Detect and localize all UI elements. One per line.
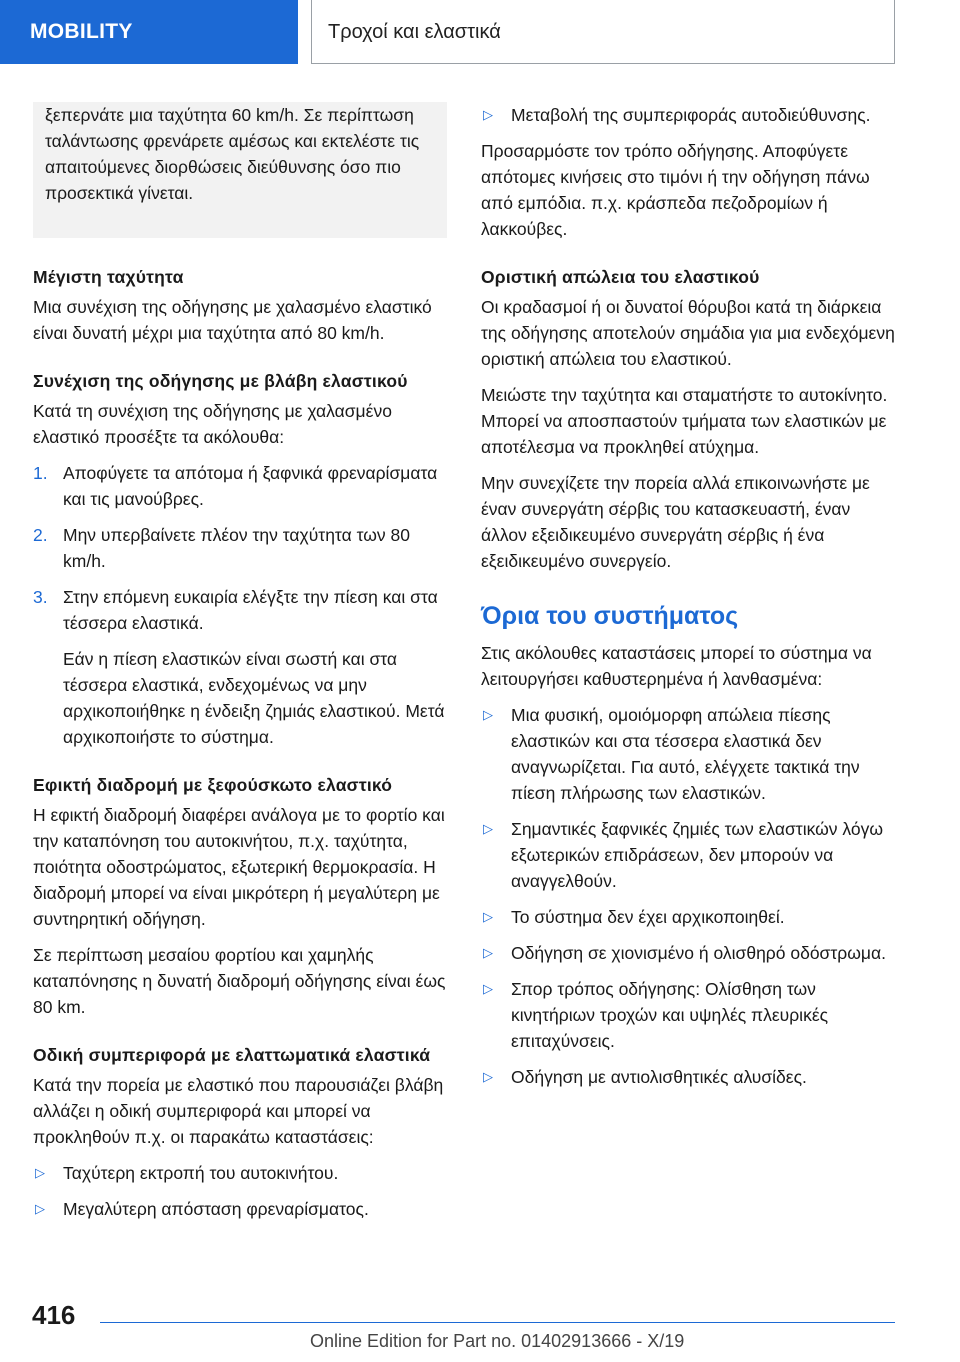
list-item: [33, 1196, 447, 1222]
triangle-bullet-icon: ▷: [35, 1165, 45, 1180]
bullet-text: Μια φυσική, ομοιόμορφη απώλεια πίεσης ελαστικών και στα τέσσερα ελαστικά δεν αναγνωρίζεται. Για αυτό, ελέγχετε τακτικά την πίεση πλήρωσης των ελαστικών.: [511, 705, 860, 803]
step-3-extra-text: Εάν η πίεση ελαστικών είναι σωστή και στα τέσσερα ελαστικά, ενδεχομένως να μην αρχικοποιήθηκε η ένδειξη ζημιάς ελαστικού. Μετά αρχικοποιήστε το σύστημα.: [63, 649, 445, 747]
right-column: [481, 102, 895, 1100]
list-item: [481, 102, 895, 128]
list-item: [481, 1064, 895, 1090]
text-range-1: Η εφικτή διαδρομή διαφέρει ανάλογα με το φορτίο και την καταπόνηση του αυτοκινήτου, π.χ. ταχύτητα, ποιότητα οδοστρώματος, εξωτερική θερμοκρασία. Η διαδρομή μπορεί να είναι μικρότερη ή μεγαλύτερη με συντηρητική οδήγηση.: [33, 805, 445, 929]
step-number: 2.: [33, 525, 48, 545]
text-max-speed: Μια συνέχιση της οδήγησης με χαλασμένο ελαστικό είναι δυνατή μέχρι μια ταχύτητα από 80 km/h.: [33, 297, 432, 343]
list-item: [33, 584, 447, 636]
bullet-text: Οδήγηση με αντιολισθητικές αλυσίδες.: [511, 1067, 807, 1087]
text-limits-intro: Στις ακόλουθες καταστάσεις μπορεί το σύστημα να λειτουργήσει καθυστερημένα ή λανθασμένα:: [481, 643, 872, 689]
step-text: Μην υπερβαίνετε πλέον την ταχύτητα των 80 km/h.: [63, 525, 410, 571]
text-final-1: Οι κραδασμοί ή οι δυνατοί θόρυβοι κατά τη διάρκεια της οδήγησης αποτελούν σημάδια για μια ενδεχόμενη οριστική απώλεια του ελαστικού.: [481, 297, 895, 369]
triangle-bullet-icon: ▷: [35, 1201, 45, 1216]
bullet-text: Σπορ τρόπος οδήγησης: Ολίσθηση των κινητήριων τροχών και υψηλές πλευρικές επιταχύνσεις.: [511, 979, 829, 1051]
heading-system-limits: Όρια του συστήματος: [481, 602, 739, 630]
section-driving-behavior: [33, 1042, 447, 1222]
triangle-bullet-icon: ▷: [483, 107, 493, 122]
heading-driving-behavior: Οδική συμπεριφορά με ελαττωματικά ελαστικά: [33, 1045, 431, 1065]
step-number: 1.: [33, 463, 48, 483]
triangle-bullet-icon: ▷: [483, 909, 493, 924]
bullet-text: Οδήγηση σε χιονισμένο ή ολισθηρό οδόστρωμα.: [511, 943, 886, 963]
page-header: [0, 0, 960, 66]
triangle-bullet-icon: ▷: [483, 707, 493, 722]
section-max-speed: [33, 264, 447, 346]
heading-range: Εφικτή διαδρομή με ξεφούσκωτο ελαστικό: [33, 775, 393, 795]
list-item: [481, 904, 895, 930]
heading-continue-driving: Συνέχιση της οδήγησης με βλάβη ελαστικού: [33, 371, 408, 391]
left-column: [33, 102, 447, 1232]
list-item: [33, 522, 447, 574]
page-number: 416: [32, 1300, 76, 1330]
text-continue-intro: Κατά τη συνέχιση της οδήγησης με χαλασμένο ελαστικό προσέξτε τα ακόλουθα:: [33, 401, 392, 447]
bullet-text: Σημαντικές ξαφνικές ζημιές των ελαστικών λόγω εξωτερικών επιδράσεων, δεν μπορούν να αναγγελθούν.: [511, 819, 884, 891]
list-item: [481, 816, 895, 894]
triangle-bullet-icon: ▷: [483, 1069, 493, 1084]
section-continue-driving: [33, 368, 447, 750]
list-item: [481, 702, 895, 806]
bullet-text: Μεγαλύτερη απόσταση φρεναρίσματος.: [63, 1199, 369, 1219]
footer-edition: Online Edition for Part no. 01402913666 - X/19: [310, 1331, 685, 1351]
footer-divider: [100, 1322, 895, 1323]
bullet-text: Ταχύτερη εκτροπή του αυτοκινήτου.: [63, 1163, 339, 1183]
text-adapt-driving: Προσαρμόστε τον τρόπο οδήγησης. Αποφύγετε απότομες κινήσεις στο τιμόνι ή την οδήγηση πάνω από εμπόδια. π.χ. κράσπεδα πεζοδρομίων ή λακκούβες.: [481, 141, 870, 239]
text-range-2: Σε περίπτωση μεσαίου φορτίου και χαμηλής καταπόνησης η δυνατή διαδρομή οδήγησης είναι έως 80 km.: [33, 945, 446, 1017]
list-item: [481, 940, 895, 966]
text-behavior-intro: Κατά την πορεία με ελαστικό που παρουσιάζει βλάβη αλλάζει η οδική συμπεριφορά και μπορεί να προκληθούν π.χ. οι παρακάτω καταστάσεις:: [33, 1075, 444, 1147]
section-final-loss: [481, 264, 895, 574]
chapter-title: Τροχοί και ελαστικά: [311, 0, 895, 64]
triangle-bullet-icon: ▷: [483, 945, 493, 960]
step-text: Αποφύγετε τα απότομα ή ξαφνικά φρεναρίσματα και τις μανούβρες.: [63, 463, 438, 509]
text-final-3: Μην συνεχίζετε την πορεία αλλά επικοινωνήστε με έναν συνεργάτη σέρβις του κατασκευαστή, έναν άλλον εξειδικευμένο συνεργάτη σέρβις ή ένα εξειδικευμένο συνεργείο.: [481, 473, 870, 571]
heading-max-speed: Μέγιστη ταχύτητα: [33, 267, 184, 287]
step-text: Στην επόμενη ευκαιρία ελέγξτε την πίεση και στα τέσσερα ελαστικά.: [63, 587, 438, 633]
bullet-text: Μεταβολή της συμπεριφοράς αυτοδιεύθυνσης.: [511, 105, 871, 125]
section-tab-mobility[interactable]: MOBILITY: [0, 0, 298, 64]
triangle-bullet-icon: ▷: [483, 981, 493, 996]
list-item: [481, 976, 895, 1054]
triangle-bullet-icon: ▷: [483, 821, 493, 836]
section-range: [33, 772, 447, 1020]
step-number: 3.: [33, 587, 48, 607]
note-box: [33, 102, 447, 238]
list-item: [33, 460, 447, 512]
heading-final-loss: Οριστική απώλεια του ελαστικού: [481, 267, 760, 287]
list-item: [33, 1160, 447, 1186]
note-text: ξεπερνάτε μια ταχύτητα 60 km/h. Σε περίπτωση ταλάντωσης φρενάρετε αμέσως και εκτελέστε τις απαιτούμενες διορθώσεις διεύθυνσης όσο πιο προσεκτικά γίνεται.: [45, 105, 420, 203]
text-final-2: Μειώστε την ταχύτητα και σταματήστε το αυτοκίνητο. Μπορεί να αποσπαστούν τμήματα των ελαστικών με αποτέλεσμα να προκληθεί ατύχημα.: [481, 385, 888, 457]
bullet-text: Το σύστημα δεν έχει αρχικοποιηθεί.: [511, 907, 785, 927]
